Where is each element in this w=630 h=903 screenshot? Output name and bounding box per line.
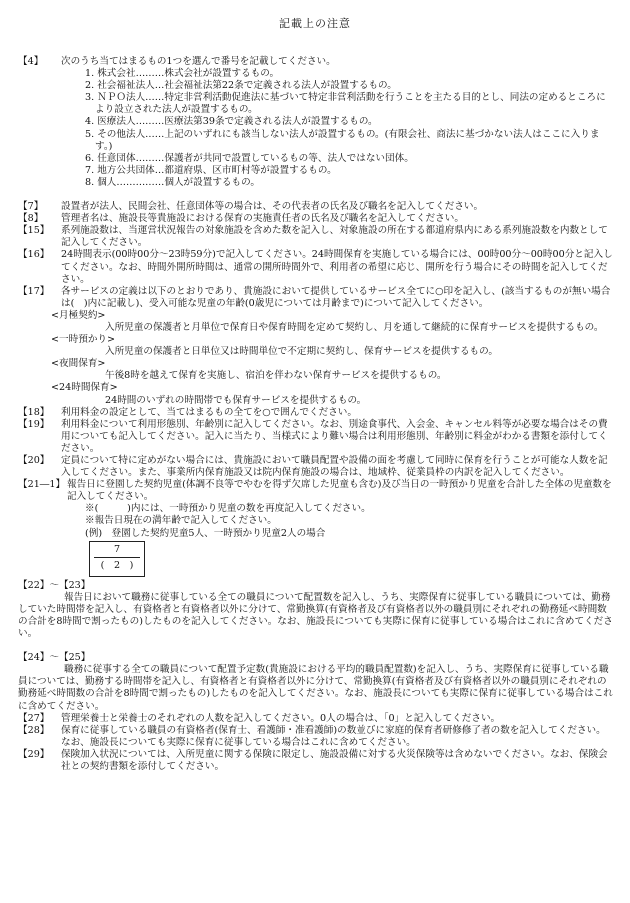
note-20: [18, 455, 614, 479]
note-text: 系列施設数は、当運営状況報告の対象施設を含めた数を記入し、対象施設の所在する都道府県内にある系列施設数を内数として記入してください。: [61, 225, 608, 249]
note-21-1: [18, 479, 614, 579]
note-27: [18, 713, 614, 725]
note-text: 保険加入状況については、入所児童に関する保険に限定し、施設設備に対する火災保険等は含めないでください。なお、保険会社との契約書類を添付してください。: [61, 748, 608, 772]
note-15: [18, 225, 614, 249]
note-tag: 【8】: [18, 213, 44, 225]
note-text: 報告日に登園した契約児童(体調不良等でやむを得ず欠席した児童も含む)及び当日の一時預かり児童を合計した全体の児童数を記入してください。: [67, 479, 612, 503]
note-4: [18, 56, 614, 189]
example-box: [89, 541, 145, 577]
option-item: 4. 医療法人………医療法第39条で定義される法人が設置するもの。: [85, 116, 378, 128]
service-heading: <月極契約>: [51, 309, 106, 321]
service-heading: <一時預かり>: [51, 334, 116, 346]
note-16: [18, 249, 614, 285]
option-item: 3. ＮＰＯ法人……特定非営利活動促進法に基づいて特定非営利活動を行うことを主たる目的とし、同法の定めるところにより設立された法人が設置するもの。: [85, 92, 606, 116]
note-tag: 【29】: [18, 748, 50, 760]
note-8: [18, 213, 614, 225]
notes-body: [18, 56, 614, 773]
note-18: [18, 407, 614, 419]
note-text: 設置者が法人、民間会社、任意団体等の場合は、その代表者の氏名及び職名を記入してください。: [61, 201, 484, 213]
option-item: 2. 社会福祉法人…社会福祉法第22条で定義される法人が設置するもの。: [85, 80, 397, 92]
note-28: [18, 725, 614, 749]
example-box-area: [51, 540, 614, 580]
note-tag: 【4】: [18, 56, 44, 67]
note-text: 管理栄養士と栄養士のそれぞれの人数を記入してください。0人の場合は、「0」と記入してください。: [61, 712, 501, 724]
note-text: 定員について特に定めがない場合には、貴施設において職員配置や設備の面を考慮して同時に保育を行うことが可能な人数を記入してください。また、事業所内保育施設又は院内保育施設の場合は、地域枠、従業員枠の内訳を記入してください。: [61, 455, 608, 479]
note-tag: 【24】～【25】: [18, 652, 91, 664]
note-22-23: [18, 580, 614, 640]
note-tag: 【28】: [18, 724, 50, 736]
note-19: [18, 419, 614, 455]
option-item: 1. 株式会社………株式会社が設置するもの。: [85, 68, 280, 80]
note-7: [18, 201, 614, 213]
option-item: 6. 任意団体………保護者が共同で設置しているもの等、法人ではない団体。: [85, 152, 414, 164]
note-tag: 【21―1】: [18, 479, 66, 491]
note-tag: 【19】: [18, 418, 50, 430]
note-text: 利用料金について利用形態別、年齢別に記入してください。なお、別途食事代、入会金、キャンセル料等が必要な場合はその費用についても記入してください。記入に当たり、当様式により難い場合は利用形態別、年齢別に料金がわかる書類を添付してください。: [61, 418, 608, 454]
note-text: 利用料金の設定として、当てはまるもの全てを○で囲んでください。: [61, 406, 357, 418]
example-total: 7: [113, 543, 121, 555]
page-title: 記載上の注意: [279, 17, 351, 30]
service-heading: <夜間保育>: [51, 358, 106, 370]
service-definition: 24時間のいずれの時間帯でも保育サービスを提供するもの。: [105, 394, 367, 406]
option-item: 8. 個人……………個人が設置するもの。: [85, 176, 260, 188]
note-24-25: [18, 652, 614, 712]
note-17: [18, 286, 614, 407]
note-remark: ※報告日現在の満年齢で記入してください。: [85, 515, 277, 527]
note-text: 報告日において職務に従事している全ての職員について配置数を記入し、うち、実際保育に従事している職員については、勤務していた時間帯を記入し、有資格者と有資格者以外に分けて、常勤換算(有資格者及び有資格者以外の職員別にそれぞれの勤務延べ時間数の合計を8時間で割ったもの)したものを記入してください。なお、施設長についても実際に保育に従事している場合はこれに含めてください。: [18, 591, 613, 640]
example-temporary: ( 2 ): [100, 559, 134, 571]
example-caption: (例) 登園した契約児童5人、一時預かり児童2人の場合: [85, 527, 326, 539]
note-tag: 【15】: [18, 225, 50, 237]
note-text: 各サービスの定義は以下のとおりであり、貴施設において提供しているサービス全てに○印を記入し、(該当するものが無い場合は( )内に記載し)、受入可能な児童の年齢(0歳児については月齢まで)について記入してください。: [61, 285, 611, 309]
service-definition: 入所児童の保護者と月単位で保育日や保育時間を定めて契約し、月を通して継続的に保育サービスを提供するもの。: [105, 321, 604, 333]
note-tag: 【22】～【23】: [18, 579, 91, 591]
note-tag: 【17】: [18, 285, 50, 297]
service-definition: 入所児童の保護者と日単位又は時間単位で不定期に契約し、保育サービスを提供するもの。: [105, 346, 498, 358]
note-tag: 【7】: [18, 201, 44, 213]
option-item: 7. 地方公共団体…都道府県、区市町村等が設置するもの。: [85, 164, 337, 176]
note-text: 次のうち当てはまるもの1つを選んで番号を記載してください。: [61, 56, 336, 67]
note-text: 保育に従事している職員の有資格者(保育士、看護師・准看護師)の数並びに家庭的保育者研修修了者の数を記入してください。なお、施設長についても実際に保育に従事している場合はこれに含めてください。: [61, 724, 606, 748]
note-tag: 【16】: [18, 249, 50, 261]
service-heading: <24時間保育>: [51, 382, 118, 394]
note-text: 24時間表示(00時00分～23時59分)で記入してください。24時間保育を実施している場合には、00時00分～00時00分と記入してください。なお、時間外開所時間は、通常の開所時間外で、利用者の希望に応じ、開所を行う場合にその時間を記入してください。: [61, 249, 613, 285]
note-tag: 【20】: [18, 455, 50, 466]
note-29: [18, 749, 614, 773]
note-text: 管理者名は、施設長等貴施設における保育の実施責任者の氏名及び職名を記入してください。: [61, 213, 464, 225]
note-tag: 【27】: [18, 712, 50, 724]
service-definition: 午後8時を越えて保育を実施し、宿泊を伴わない保育サービスを提供するもの。: [105, 370, 447, 382]
note-remark: ※( )内には、一時預かり児童の数を再度記入してください。: [85, 503, 371, 515]
option-item: 5. その他法人……上記のいずれにも該当しない法人が設置するもの。(有限会社、商法に基づかない法人はここに入ります。): [85, 128, 600, 152]
note-tag: 【18】: [18, 406, 50, 418]
note-text: 職務に従事する全ての職員について配置予定数(貴施設における平均的職員配置数)を記入し、うち、実際保育に従事している職員については、勤務する時間帯を記入し、有資格者と有資格者以外に分けて、常勤換算(有資格者及び有資格者以外の職員別にそれぞれの勤務延べ時間数の合計を8時間で割ったもの)したものを記入してください。なお、施設長についても実際に保育に従事している場合はこれに含めてください。: [18, 664, 613, 712]
